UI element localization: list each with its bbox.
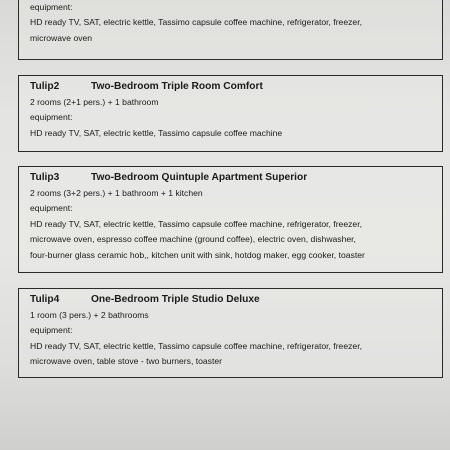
- room-equipment-line: microwave oven, table stove - two burners, toaster: [30, 356, 223, 367]
- room-rooms: 2 rooms (3+2 pers.) + 1 bathroom + 1 kitchen: [30, 188, 203, 198]
- room-title: Two-Bedroom Quintuple Apartment Superior: [91, 172, 308, 183]
- room-equipment-line: microwave oven: [30, 32, 93, 43]
- room-rooms: 2 rooms (2+1 pers.) + 1 bathroom: [30, 97, 159, 107]
- room-equipment-label: equipment:: [30, 203, 73, 214]
- room-rooms: 1 room (3 pers.) + 2 bathrooms: [30, 310, 149, 320]
- room-heading: [30, 171, 432, 186]
- room-equipment-label: equipment:: [30, 325, 73, 336]
- room-card-partial: [18, 0, 443, 60]
- room-card-tulip3: [18, 166, 443, 273]
- room-title: One-Bedroom Triple Studio Deluxe: [91, 294, 260, 305]
- room-equipment-line: HD ready TV, SAT, electric kettle, Tassimo capsule coffee machine, refrigerator, freezer,: [30, 218, 362, 229]
- room-equipment-line: HD ready TV, SAT, electric kettle, Tassimo capsule coffee machine: [30, 127, 283, 138]
- room-equipment-line: HD ready TV, SAT, electric kettle, Tassimo capsule coffee machine, refrigerator, freezer,: [30, 17, 362, 28]
- room-card-tulip2: [18, 75, 443, 152]
- room-equipment-line: four-burner glass ceramic hob,, kitchen unit with sink, hotdog maker, egg cooker, toaster: [30, 249, 365, 260]
- room-code: Tulip4: [30, 294, 60, 305]
- room-title: Two-Bedroom Triple Room Comfort: [91, 81, 263, 92]
- room-equipment-label: equipment:: [30, 2, 73, 12]
- room-code: Tulip3: [30, 172, 60, 183]
- room-card-tulip4: [18, 288, 443, 378]
- room-equipment-label: equipment:: [30, 112, 73, 123]
- room-heading: [30, 80, 432, 95]
- room-equipment-line: microwave oven, espresso coffee machine (ground coffee), electric oven, dishwasher,: [30, 234, 356, 245]
- room-code: Tulip2: [30, 81, 60, 92]
- room-equipment-line: HD ready TV, SAT, electric kettle, Tassimo capsule coffee machine, refrigerator, freezer,: [30, 340, 362, 351]
- room-heading: [30, 293, 432, 308]
